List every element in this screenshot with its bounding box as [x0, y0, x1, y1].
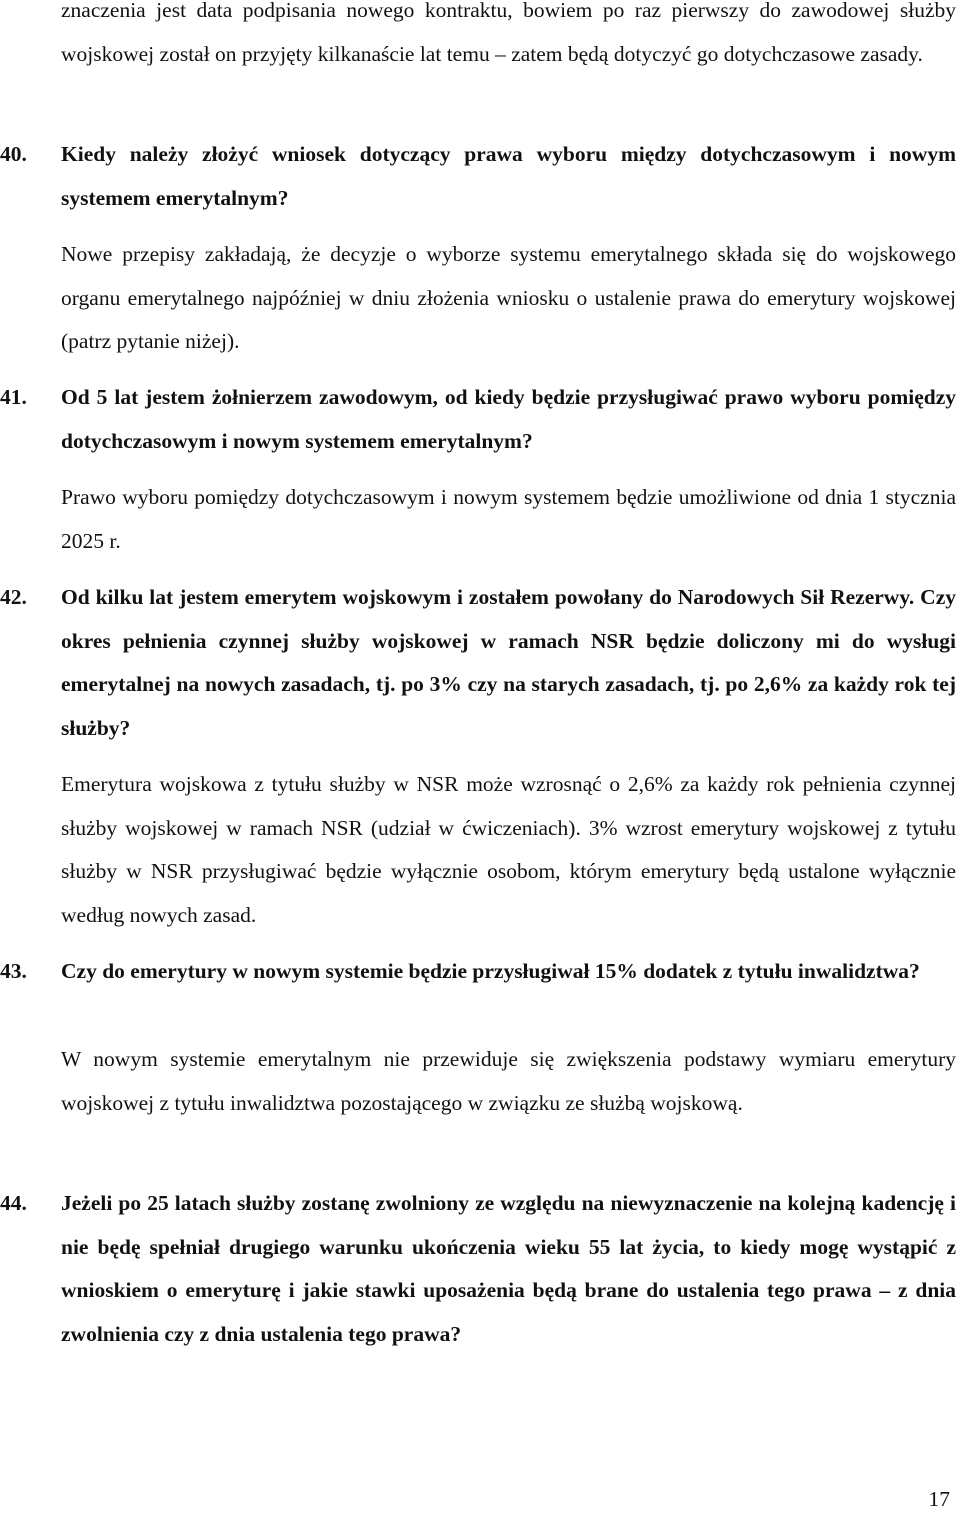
question-44: Jeżeli po 25 latach służby zostanę zwolniony ze względu na niewyznaczenie na kolejną kadencję i nie będę spełniał drugiego warunku ukończenia wieku 55 lat życia, to kiedy mogę wystąpić z wnioskiem o emeryturę i jakie stawki uposażenia będą brane do ustalenia tego prawa – z dnia zwolnienia czy z dnia ustalenia tego prawa?	[61, 1191, 956, 1346]
answer-42: Emerytura wojskowa z tytułu służby w NSR może wzrosnąć o 2,6% za każdy rok pełnienia czynnej służby wojskowej w ramach NSR (udział w ćwiczeniach). 3% wzrost emerytury wojskowej z tytułu służby w NSR przysługiwać będzie wyłącznie osobom, którym emerytury będą ustalone wyłącznie według nowych zasad.	[61, 772, 956, 927]
question-number-42: 42.	[0, 585, 27, 609]
answer-40: Nowe przepisy zakładają, że decyzje o wyborze systemu emerytalnego składa się do wojskowego organu emerytalnego najpóźniej w dniu złożenia wniosku o ustalenie prawa do emerytury wojskowej (patrz pytanie niżej).	[61, 242, 956, 353]
intro-paragraph: znaczenia jest data podpisania nowego kontraktu, bowiem po raz pierwszy do zawodowej służby wojskowej został on przyjęty kilkanaście lat temu – zatem będą dotyczyć go dotychczasowe zasady.	[61, 0, 956, 66]
question-number-44: 44.	[0, 1191, 27, 1215]
question-42: Od kilku lat jestem emerytem wojskowym i zostałem powołany do Narodowych Sił Rezerwy. Czy okres pełnienia czynnej służby wojskowej w ramach NSR będzie doliczony mi do wysługi emerytalnej na nowych zasadach, tj. po 3% czy na starych zasadach, tj. po 2,6% za każdy rok tej służby?	[61, 585, 956, 740]
question-number-40: 40.	[0, 142, 27, 166]
answer-41: Prawo wyboru pomiędzy dotychczasowym i nowym systemem będzie umożliwione od dnia 1 stycznia 2025 r.	[61, 485, 956, 553]
question-number-41: 41.	[0, 385, 27, 409]
question-43: Czy do emerytury w nowym systemie będzie przysługiwał 15% dodatek z tytułu inwalidztwa?	[61, 959, 920, 983]
answer-43: W nowym systemie emerytalnym nie przewiduje się zwiększenia podstawy wymiaru emerytury wojskowej z tytułu inwalidztwa pozostającego w związku ze służbą wojskową.	[61, 1047, 956, 1115]
question-41: Od 5 lat jestem żołnierzem zawodowym, od kiedy będzie przysługiwać prawo wyboru pomiędzy dotychczasowym i nowym systemem emerytalnym?	[61, 385, 956, 453]
question-40: Kiedy należy złożyć wniosek dotyczący prawa wyboru między dotychczasowym i nowym systemem emerytalnym?	[61, 142, 956, 210]
question-number-43: 43.	[0, 959, 27, 983]
page-number: 17	[928, 1487, 950, 1511]
